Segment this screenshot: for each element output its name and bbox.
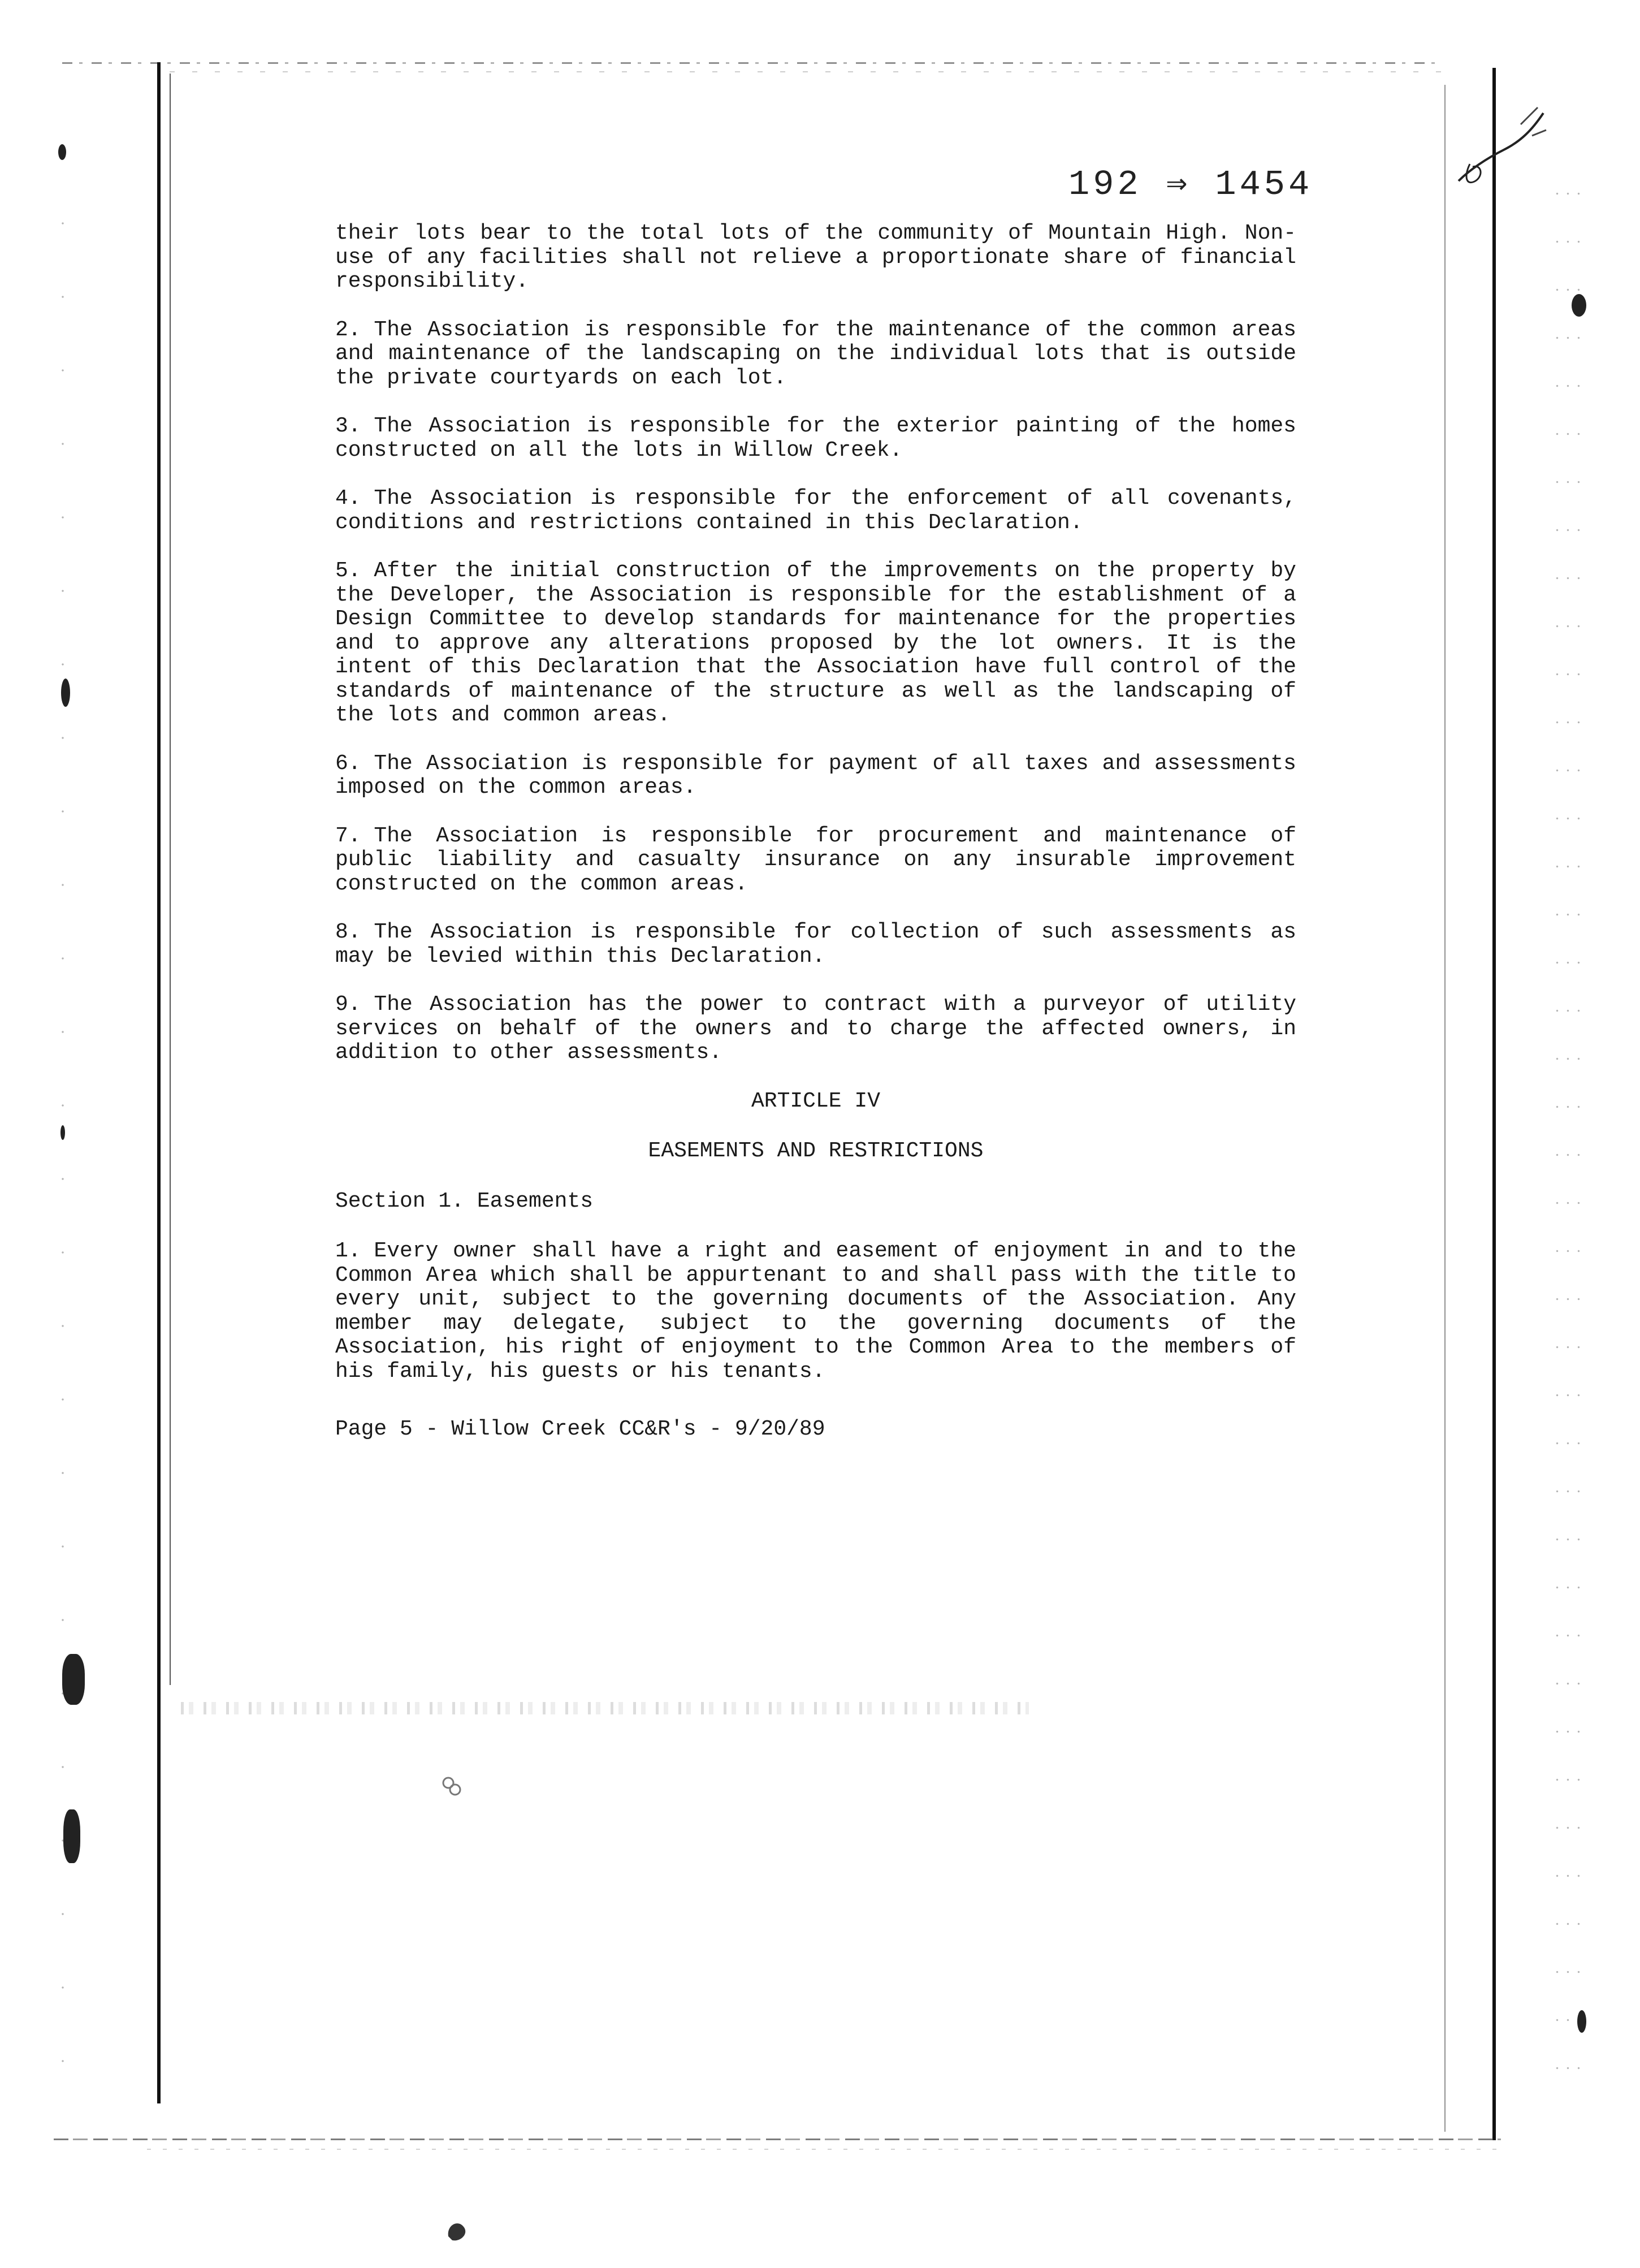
paragraph-number: 7. [335, 823, 361, 848]
recording-page-number: 192 ⇒ 1454 [1068, 165, 1313, 205]
scan-specks-left [57, 113, 73, 2092]
paragraph-text: The Association is responsible for collection of such assessments as may be levied within this Declaration. [335, 920, 1296, 969]
paragraph-continued [335, 222, 1296, 294]
margin-blot [58, 144, 66, 160]
section-paragraph-1 [335, 1239, 1296, 1384]
paragraph-number: 6. [335, 751, 361, 776]
paragraph-9 [335, 993, 1296, 1065]
scan-edge-top-faint [170, 71, 1447, 72]
paragraph-8 [335, 921, 1296, 969]
paragraph-text: The Association is responsible for the exterior painting of the homes constructed on all the lots in Willow Creek. [335, 414, 1296, 463]
article-title: ARTICLE IV [751, 1088, 881, 1113]
paragraph-5 [335, 559, 1296, 728]
paragraph-number: 2. [335, 317, 361, 342]
paragraph-text: their lots bear to the total lots of the community of Mountain High. Non-use of any facilities shall not relieve a proportionate share of financial responsibility. [335, 221, 1296, 293]
section-heading: Section 1. Easements [335, 1189, 594, 1213]
margin-blot [1577, 2010, 1586, 2033]
paragraph-text: The Association is responsible for procurement and maintenance of public liability and casualty insurance on any insurable improvement constructed on the common areas. [335, 823, 1296, 896]
page-footer: Page 5 - Willow Creek CC&R's - 9/20/89 [335, 1417, 825, 1441]
paragraph-7 [335, 824, 1296, 897]
margin-line-right-faint [1444, 85, 1446, 2132]
margin-blot [1572, 294, 1586, 317]
margin-blot [62, 1654, 85, 1705]
paragraph-number: 1. [335, 1239, 361, 1263]
paragraph-text: The Association is responsible for payment of all taxes and assessments imposed on the common areas. [335, 751, 1296, 800]
margin-blot [63, 1809, 80, 1863]
binding-line-left-inner [170, 74, 171, 1685]
paragraph-number: 9. [335, 992, 361, 1017]
paragraph-text: The Association is responsible for the maintenance of the common areas and maintenance of the landscaping on the individual lots that is outside the private courtyards on each lot. [335, 317, 1296, 390]
paragraph-4 [335, 487, 1296, 535]
margin-blot [61, 679, 70, 707]
binding-line-left [157, 62, 161, 2103]
paragraph-number: 5. [335, 559, 361, 583]
scan-edge-bottom-faint [147, 2149, 1504, 2150]
handwritten-mark [1453, 96, 1549, 209]
bottom-blot [444, 2217, 469, 2245]
scan-edge-top [62, 62, 1442, 64]
paragraph-text: After the initial construction of the improvements on the property by the Developer, the Association is responsible for the establishment of a Design Committee to develop standards for maintenance for the properties and to approve any alterations proposed by the lot owners. It is the intent of this Declaration that the Association have full control of the standards of maintenance of the structure as well as the landscaping of the lots and common areas. [335, 559, 1296, 727]
document-body [335, 222, 1296, 1442]
scan-specks-right [1552, 170, 1586, 2092]
binding-line-right [1492, 68, 1496, 2140]
paragraph-3 [335, 414, 1296, 463]
paragraph-number: 8. [335, 920, 361, 944]
paragraph-text: Every owner shall have a right and easement of enjoyment in and to the Common Area which shall be appurtenant to and shall pass with the title to every unit, subject to the governing documents of the Association. Any member may delegate, subject to the governing documents of the Association, his right of enjoyment to the Common Area to the members of his family, his guests or his tenants. [335, 1239, 1296, 1384]
paragraph-number: 3. [335, 414, 361, 438]
scan-noise-band [181, 1702, 1029, 1714]
paragraph-2 [335, 318, 1296, 391]
margin-blot [60, 1125, 65, 1140]
scan-edge-bottom [54, 2139, 1501, 2140]
article-subtitle: EASEMENTS AND RESTRICTIONS [648, 1139, 984, 1163]
paragraph-text: The Association has the power to contract with a purveyor of utility services on behalf of the owners and to charge the affected owners, in addition to other assessments. [335, 992, 1296, 1065]
faint-stamp-mark [438, 1773, 466, 1801]
paragraph-text: The Association is responsible for the enforcement of all covenants, conditions and restrictions contained in this Declaration. [335, 486, 1296, 535]
paragraph-number: 4. [335, 486, 361, 511]
paragraph-6 [335, 752, 1296, 800]
